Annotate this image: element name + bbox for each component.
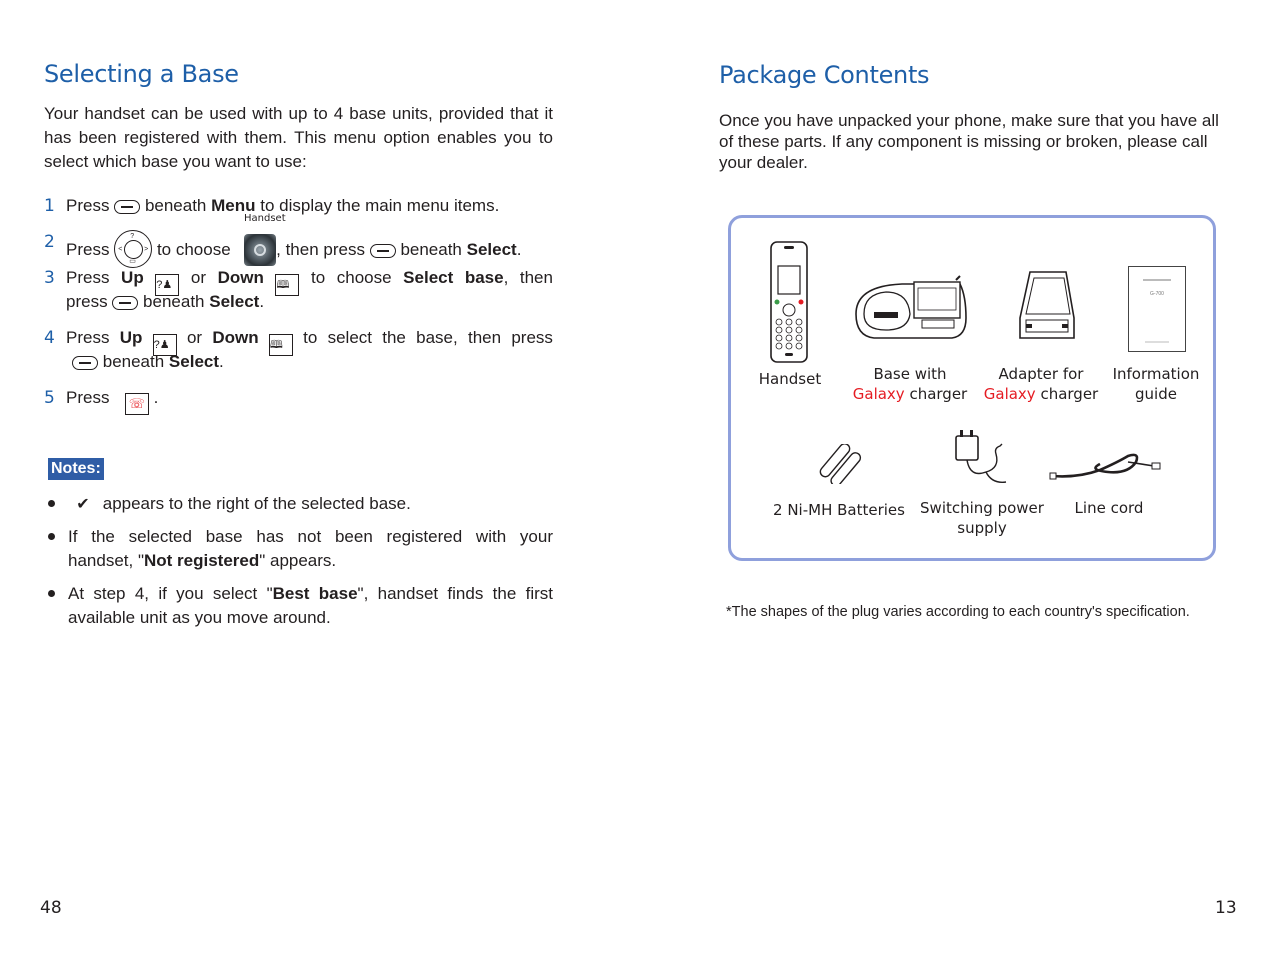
up-key-icon: ?♟ <box>153 334 177 356</box>
step-number: 1 <box>44 196 55 216</box>
navigation-key-icon: ? < > ▭ <box>114 230 152 268</box>
caption-power-supply: Switching power supply <box>920 499 1044 537</box>
batteries-image <box>818 444 864 484</box>
caption-base: Base with Galaxy charger <box>852 365 968 403</box>
bullet <box>48 590 55 597</box>
page-title-left: Selecting a Base <box>44 60 239 88</box>
checkmark-icon: ✔ <box>76 496 90 513</box>
adapter-image <box>1016 268 1078 344</box>
guide-cover-text: G-700 <box>1150 291 1164 297</box>
power-supply-image <box>948 428 1010 488</box>
page-number-left: 48 <box>40 898 62 918</box>
caption-line-cord: Line cord <box>1074 499 1144 517</box>
softkey-icon <box>370 244 396 258</box>
softkey-icon <box>72 356 98 370</box>
caption-guide: Information guide <box>1112 365 1200 403</box>
note-3: At step 4, if you select "Best base", handset finds the first available unit as you move around. <box>68 584 553 627</box>
softkey-icon <box>114 200 140 214</box>
caption-batteries: 2 Ni-MH Batteries <box>773 501 905 519</box>
page-number-right: 13 <box>1215 898 1237 918</box>
line-cord-image <box>1048 448 1162 484</box>
notes-label: Notes: <box>48 458 104 480</box>
information-guide-image <box>1128 266 1186 352</box>
page-title-right: Package Contents <box>719 61 930 89</box>
handset-image <box>769 240 809 364</box>
base-charger-image <box>852 274 970 346</box>
intro-left: Your handset can be used with up to 4 base units, provided that it has been registered with them. This menu option enables you to select which base you want to use: <box>44 104 553 171</box>
end-call-key-icon: ☏ <box>125 393 149 415</box>
handset-settings-icon <box>244 234 276 266</box>
down-key-icon: 🕮 <box>275 274 299 296</box>
softkey-icon <box>112 296 138 310</box>
bullet <box>48 500 55 507</box>
caption-handset: Handset <box>758 370 822 388</box>
footnote: *The shapes of the plug varies according to each country's specification. <box>726 604 1190 620</box>
down-key-icon: 🕮 <box>269 334 293 356</box>
menu-icon-label: Handset <box>244 213 286 224</box>
note-2: If the selected base has not been registered with your handset, "Not registered" appears. <box>68 527 553 570</box>
intro-right: Once you have unpacked your phone, make sure that you have all of these parts. If any component is missing or broken, please call your dealer. <box>719 111 1219 172</box>
note-1: ✔ appears to the right of the selected base. <box>68 492 411 517</box>
up-key-icon: ?♟ <box>155 274 179 296</box>
bullet <box>48 533 55 540</box>
caption-adapter: Adapter for Galaxy charger <box>983 365 1099 403</box>
